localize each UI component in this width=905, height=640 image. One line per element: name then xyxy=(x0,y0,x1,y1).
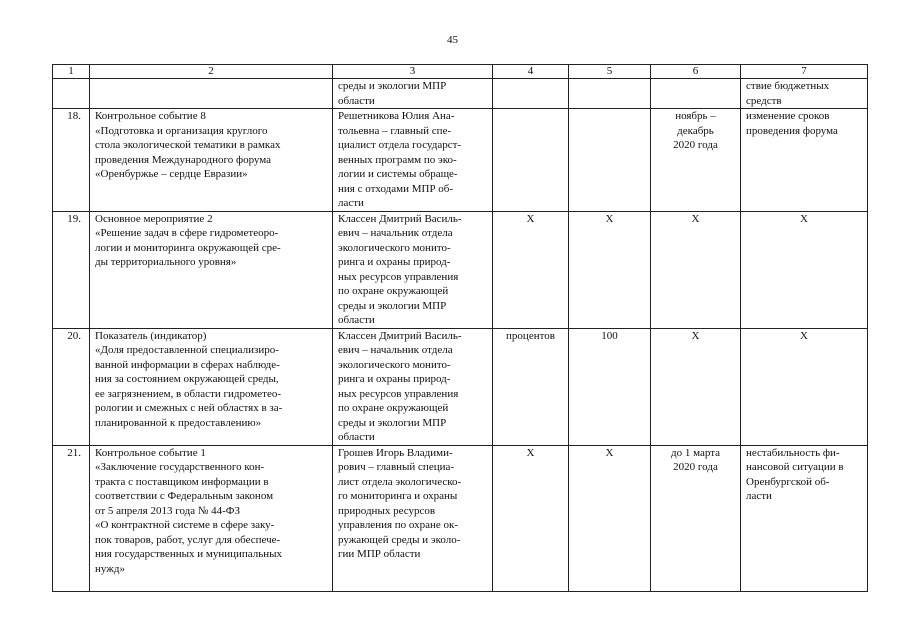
cell-line: декабрь xyxy=(677,124,714,137)
table-header-row xyxy=(53,65,868,79)
cell-line: «Оренбуржье – сердце Евразии» xyxy=(95,168,248,180)
cell-line: средств xyxy=(746,94,782,107)
cell-line: ванной информации в сферах наблюде- xyxy=(95,358,280,371)
date-cell xyxy=(651,328,741,445)
row-number-cell xyxy=(53,79,90,109)
responsible-cell xyxy=(333,79,493,109)
cell-line: 2020 года xyxy=(673,461,718,473)
cell-line: ее загрязнением, в области гидрометео- xyxy=(95,387,281,400)
cell-line: пок товаров, работ, услуг для обеспече- xyxy=(95,533,281,546)
cell-line: проведения Международного форума xyxy=(95,153,272,166)
table-row xyxy=(53,79,868,109)
document-table xyxy=(52,64,868,592)
cell-line: ноябрь – xyxy=(675,110,716,122)
cell-line: ласти xyxy=(338,197,364,209)
cell-line: до 1 марта xyxy=(670,446,721,459)
cell-line: «О контрактной системе в сфере заку- xyxy=(95,519,275,531)
cell-line: Классен Дмитрий Василь- xyxy=(338,212,462,225)
cell-line: ных ресурсов управления xyxy=(338,387,459,400)
cell-line: ласти xyxy=(746,490,772,502)
description-cell xyxy=(90,328,333,445)
cell-line: 2020 года xyxy=(673,139,718,151)
value-cell xyxy=(569,79,651,109)
table-row xyxy=(53,211,868,328)
cell-line: управления по охране ок- xyxy=(338,519,459,531)
cell-line: «Решение задач в сфере гидрометеоро- xyxy=(95,227,279,239)
row-number-cell: 18. xyxy=(53,109,90,212)
unit-cell: Х xyxy=(493,445,569,591)
cell-line: нансовой ситуации в xyxy=(746,461,844,473)
date-cell xyxy=(651,109,741,212)
cell-line: Х xyxy=(691,329,700,342)
cell-line: области xyxy=(338,94,375,107)
cell-line: Х xyxy=(691,212,700,225)
row-number-cell: 21. xyxy=(53,445,90,591)
note-cell xyxy=(741,109,868,212)
description-cell xyxy=(90,79,333,109)
column-header: 7 xyxy=(741,65,868,79)
cell-line: экологического монито- xyxy=(338,241,451,254)
table-row xyxy=(53,328,868,445)
cell-line: планированной к предоставлению» xyxy=(95,416,262,429)
table-row xyxy=(53,445,868,591)
cell-line: изменение сроков xyxy=(746,110,830,122)
cell-line: циалист отдела государст- xyxy=(338,139,462,151)
cell-line: Показатель (индикатор) xyxy=(95,329,207,342)
page-number: 45 xyxy=(447,34,458,46)
cell-line: Классен Дмитрий Василь- xyxy=(338,329,462,342)
cell-line: ствие бюджетных xyxy=(746,80,830,92)
description-cell xyxy=(90,211,333,328)
date-cell xyxy=(651,211,741,328)
date-cell xyxy=(651,79,741,109)
cell-line: среды и экологии МПР xyxy=(338,299,447,312)
column-header: 1 xyxy=(53,65,90,79)
cell-line: Оренбургской об- xyxy=(746,475,830,488)
cell-line: среды и экологии МПР xyxy=(338,416,447,429)
cell-line: «Доля предоставленной специализиро- xyxy=(95,344,279,356)
cell-line: гии МПР области xyxy=(338,548,421,560)
cell-line: «Подготовка и организация круглого xyxy=(95,124,268,137)
cell-line: ружающей среды и эколо- xyxy=(338,533,461,546)
note-cell xyxy=(741,445,868,591)
cell-line: проведения форума xyxy=(746,124,838,137)
responsible-cell xyxy=(333,328,493,445)
cell-line: нестабильность фи- xyxy=(746,446,840,459)
cell-line: природных ресурсов xyxy=(338,504,436,517)
cell-line: тракта с поставщиком информации в xyxy=(95,475,269,488)
responsible-cell xyxy=(333,109,493,212)
column-header: 3 xyxy=(333,65,493,79)
cell-line: рович – главный специа- xyxy=(338,461,455,473)
cell-line: ния за состоянием окружающей среды, xyxy=(95,373,279,385)
cell-line: области xyxy=(338,314,375,326)
cell-line: области xyxy=(338,431,375,443)
column-header: 2 xyxy=(90,65,333,79)
cell-line: стола экологической тематики в рамках xyxy=(95,139,281,151)
value-cell: Х xyxy=(569,211,651,328)
cell-line: ринга и охраны природ- xyxy=(338,256,451,268)
cell-line: Х xyxy=(800,329,808,342)
cell-line: Контрольное событие 8 xyxy=(95,110,206,122)
row-number-cell: 20. xyxy=(53,328,90,445)
cell-line: Решетникова Юлия Ана- xyxy=(338,110,455,122)
cell-line: венных программ по эко- xyxy=(338,153,457,166)
cell-line: ды территориального уровня» xyxy=(95,256,237,268)
cell-line: тольевна – главный спе- xyxy=(338,124,452,137)
cell-line: Основное мероприятие 2 xyxy=(95,212,213,225)
cell-line: евич – начальник отдела xyxy=(338,344,453,356)
unit-cell: Х xyxy=(493,211,569,328)
cell-line: среды и экологии МПР xyxy=(338,80,447,92)
cell-line: евич – начальник отдела xyxy=(338,227,453,239)
value-cell: 100 xyxy=(569,328,651,445)
cell-line: рологии и смежных с ней областях в за- xyxy=(95,402,283,414)
column-header: 4 xyxy=(493,65,569,79)
date-cell xyxy=(651,445,741,591)
cell-line: ных ресурсов управления xyxy=(338,270,459,283)
note-cell xyxy=(741,79,868,109)
cell-line: го мониторинга и охраны xyxy=(338,490,458,502)
note-cell xyxy=(741,328,868,445)
unit-cell: процентов xyxy=(493,328,569,445)
table-row xyxy=(53,109,868,212)
description-cell xyxy=(90,109,333,212)
cell-line: ния государственных и муниципальных xyxy=(95,548,283,560)
column-header: 5 xyxy=(569,65,651,79)
cell-line: Х xyxy=(800,212,808,225)
cell-line: экологического монито- xyxy=(338,358,451,371)
row-number-cell: 19. xyxy=(53,211,90,328)
responsible-cell xyxy=(333,445,493,591)
cell-line: «Заключение государственного кон- xyxy=(95,461,265,473)
cell-line: соответствии с Федеральным законом xyxy=(95,490,274,502)
cell-line: ринга и охраны природ- xyxy=(338,373,451,385)
cell-line: нужд» xyxy=(95,562,125,575)
cell-line: Контрольное событие 1 xyxy=(95,446,206,459)
column-header: 6 xyxy=(651,65,741,79)
unit-cell xyxy=(493,109,569,212)
cell-line: от 5 апреля 2013 года № 44-ФЗ xyxy=(95,504,240,517)
responsible-cell xyxy=(333,211,493,328)
unit-cell xyxy=(493,79,569,109)
cell-line: ния с отходами МПР об- xyxy=(338,182,454,195)
cell-line: по охране окружающей xyxy=(338,402,449,414)
description-cell xyxy=(90,445,333,591)
value-cell: Х xyxy=(569,445,651,591)
cell-line: лист отдела экологическо- xyxy=(338,475,462,488)
cell-line: логии и мониторинга окружающей сре- xyxy=(95,241,281,254)
cell-line: Грошев Игорь Владими- xyxy=(338,446,453,459)
cell-line: логии и системы обраще- xyxy=(338,168,458,180)
value-cell xyxy=(569,109,651,212)
note-cell xyxy=(741,211,868,328)
cell-line: по охране окружающей xyxy=(338,285,449,297)
